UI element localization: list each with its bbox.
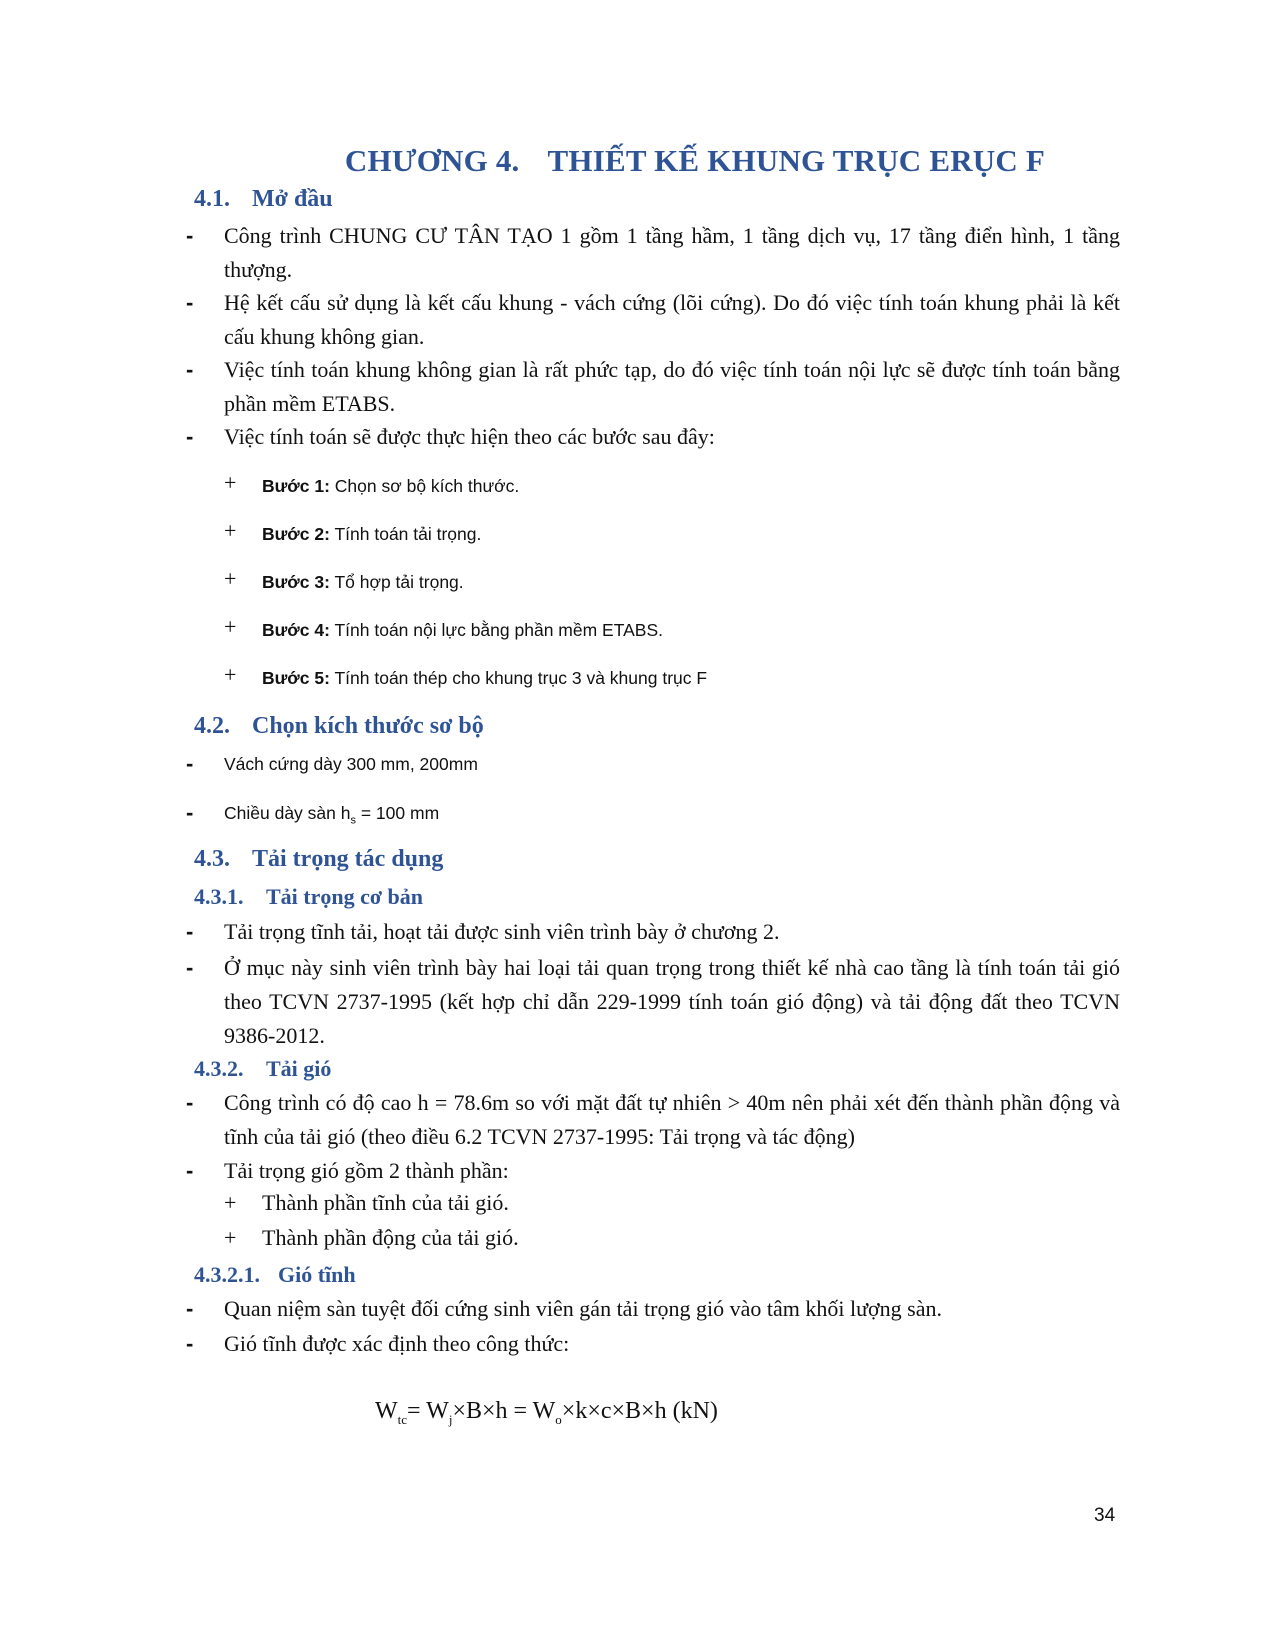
- plus-bullet: +: [224, 662, 237, 687]
- list-item: - Ở mục này sinh viên trình bày hai loại tải quan trọng trong thiết kế nhà cao tầng là tính toán tải gió theo TCVN 2737-1995 (kết hợp chỉ dẫn 229-1999 tính toán gió động) và tải động đất theo TCVN 9386-2012.: [186, 955, 1120, 1048]
- step-item: Bước 3: Tổ hợp tải trọng.: [262, 572, 464, 592]
- wind-formula: $W_{tc}= W_j\times B\times h = W_o\times k\times c\times B\times h$ (kN): [375, 1398, 718, 1427]
- plus-bullet: +: [224, 518, 237, 543]
- chapter-heading: THIẾT KẾ KHUNG TRỤC ERỤC F: [547, 143, 1046, 178]
- list-item: - Quan niệm sàn tuyệt đối cứng sinh viên gán tải trọng gió vào tâm khối lượng sàn.: [186, 1296, 942, 1321]
- section-4-3-heading: 4.3. Tải trọng tác dụng: [194, 846, 444, 872]
- plus-bullet: +: [224, 614, 237, 639]
- step-item: Bước 1: Chọn sơ bộ kích thước.: [262, 476, 520, 496]
- chapter-number: CHƯƠNG 4.: [344, 143, 520, 178]
- sub-item: Thành phần tĩnh của tải gió.: [262, 1190, 509, 1215]
- sub-item: Thành phần động của tải gió.: [262, 1225, 519, 1250]
- list-item: - Việc tính toán khung không gian là rất phức tạp, do đó việc tính toán nội lực sẽ được tính toán bằng phần mềm ETABS.: [186, 357, 1120, 416]
- list-item: - Chiều dày sàn $h_s = 100$ mm: [186, 800, 440, 827]
- section-4-1-heading: 4.1. Mở đầu: [194, 186, 333, 212]
- plus-bullet: +: [224, 470, 237, 495]
- step-item: Bước 5: Tính toán thép cho khung trục 3 và khung trục F: [262, 668, 708, 688]
- list-item: - Tải trọng gió gồm 2 thành phần:: [186, 1158, 509, 1183]
- page-number: 34: [1094, 1505, 1116, 1526]
- section-4-3-2-heading: 4.3.2. Tải gió: [194, 1056, 332, 1081]
- section-4-2-heading: 4.2. Chọn kích thước sơ bộ: [194, 713, 484, 739]
- plus-bullet: +: [224, 566, 237, 591]
- list-item: - Vách cứng dày 300 mm, 200mm: [186, 751, 478, 776]
- chapter-title: [0, 143, 1275, 179]
- list-item: - Hệ kết cấu sử dụng là kết cấu khung - vách cứng (lõi cứng). Do đó việc tính toán khung phải là kết cấu khung không gian.: [186, 290, 1120, 349]
- plus-bullet: +: [224, 1225, 237, 1250]
- section-4-3-1-heading: 4.3.1. Tải trọng cơ bản: [194, 884, 424, 909]
- step-item: Bước 4: Tính toán nội lực bằng phần mềm ETABS.: [262, 620, 663, 640]
- list-item: - Việc tính toán sẽ được thực hiện theo các bước sau đây:: [186, 424, 715, 449]
- list-item: - Tải trọng tĩnh tải, hoạt tải được sinh viên trình bày ở chương 2.: [186, 919, 780, 944]
- plus-bullet: +: [224, 1190, 237, 1215]
- list-item: - Công trình có độ cao h = 78.6m so với mặt đất tự nhiên > 40m nên phải xét đến thành phần động và tĩnh của tải gió (theo điều 6.2 TCVN 2737-1995: Tải trọng và tác động): [186, 1090, 1120, 1149]
- list-item: - Gió tĩnh được xác định theo công thức:: [186, 1331, 570, 1356]
- step-item: Bước 2: Tính toán tải trọng.: [262, 524, 482, 544]
- section-4-3-2-1-heading: 4.3.2.1. Gió tĩnh: [194, 1262, 356, 1287]
- list-item: - Công trình CHUNG CƯ TÂN TẠO 1 gồm 1 tầng hầm, 1 tầng dịch vụ, 17 tầng điển hình, 1 tầng thượng.: [186, 223, 1120, 282]
